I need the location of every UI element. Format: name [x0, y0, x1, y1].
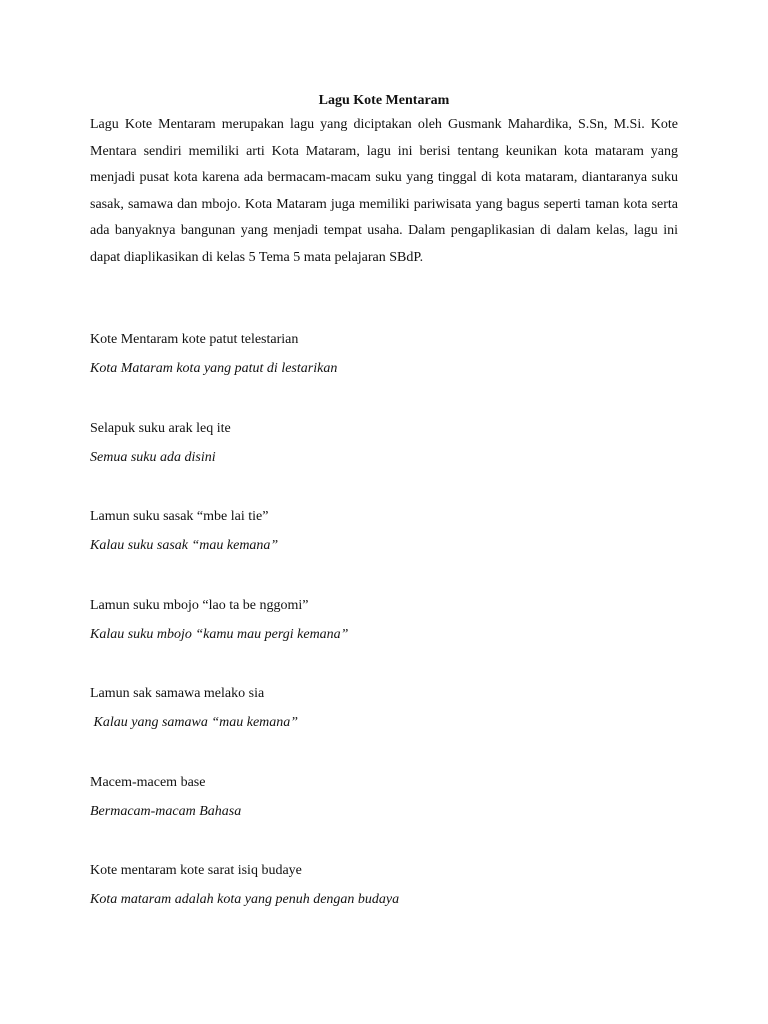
document-title: Lagu Kote Mentaram — [318, 93, 450, 108]
verse-1 — [90, 325, 678, 414]
verse-7 — [90, 856, 678, 945]
verse-lyric: Selapuk suku arak leq ite — [90, 420, 231, 436]
verse-lyric: Macem-macem base — [90, 774, 206, 790]
verse-lyric: Lamun sak samawa melako sia — [90, 686, 265, 701]
verse-5 — [90, 679, 678, 768]
verse-lyric: Kote Mentaram kote patut telestarian — [90, 332, 299, 347]
verse-4 — [90, 591, 678, 680]
document-page — [90, 90, 678, 945]
verse-translation: Kalau suku mbojo “kamu mau pergi kemana” — [90, 626, 349, 642]
verse-3 — [90, 502, 678, 591]
verse-2 — [90, 414, 678, 503]
intro-paragraph: Lagu Kote Mentaram merupakan lagu yang diciptakan oleh Gusmank Mahardika, S.Sn, M.Si. Kote Mentara sendiri memiliki arti Kota Mataram, lagu ini berisi tentang keunikan kota mataram yang menjadi pusat kota karena ada bermacam-macam suku yang tinggal di kota mataram, diantaranya suku sasak, samawa dan mbojo. Kota Mataram juga memiliki pariwisata yang bagus seperti taman kota serta ada banyaknya bangunan yang menjadi tempat usaha. Dalam pengaplikasian di dalam kelas, lagu ini dapat diaplikasikan di kelas 5 Tema 5 mata pelajaran SBdP. — [90, 117, 678, 265]
verse-lyric: Lamun suku mbojo “lao ta be nggomi” — [90, 597, 309, 613]
verse-translation: Kota mataram adalah kota yang penuh dengan budaya — [90, 892, 400, 907]
verse-lyric: Lamun suku sasak “mbe lai tie” — [90, 509, 269, 524]
verse-translation: Kalau yang samawa “mau kemana” — [90, 715, 299, 730]
verse-translation: Kalau suku sasak “mau kemana” — [90, 538, 279, 553]
verse-translation: Bermacam-macam Bahasa — [90, 803, 242, 819]
verse-lyric: Kote mentaram kote sarat isiq budaye — [90, 863, 302, 878]
verse-translation: Kota Mataram kota yang patut di lestarikan — [90, 361, 338, 376]
verse-translation: Semua suku ada disini — [90, 449, 216, 465]
verse-6 — [90, 768, 678, 857]
